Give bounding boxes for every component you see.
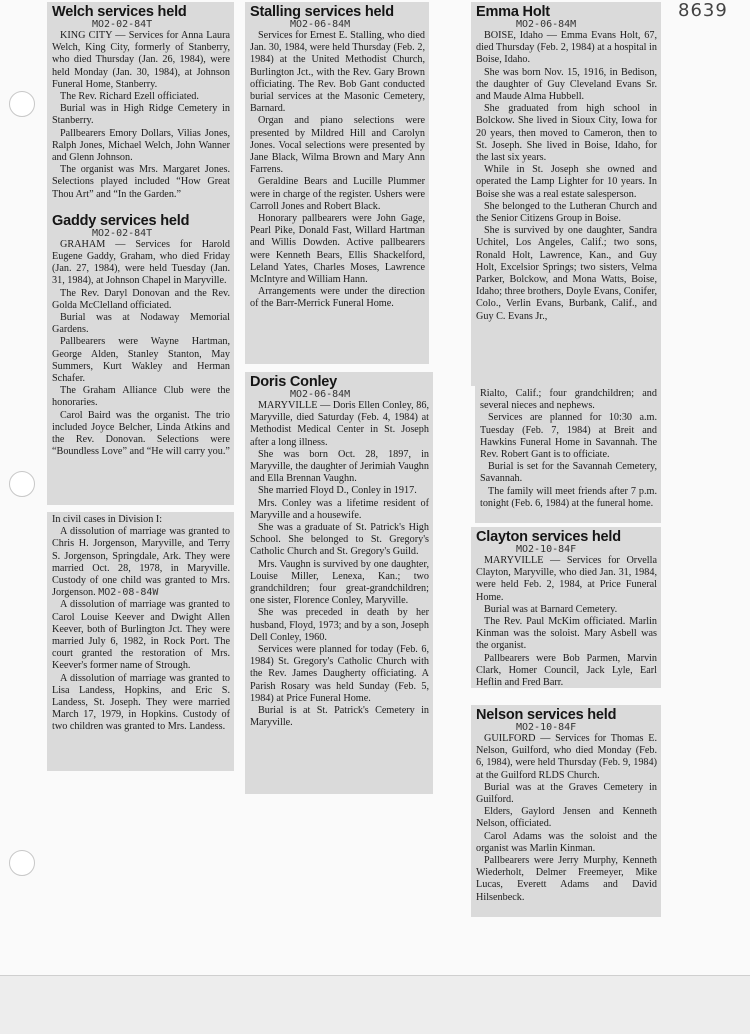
clipping-conley xyxy=(245,372,433,794)
paragraph: Honorary pallbearers were John Gage, Pearl Pike, Donald Fast, Willard Hartman and Willis Dowden. Active pallbearers were Kenneth Bears, Ellis Shackelford, Leland Yates, Charles Moses, Lawrence McIntyre and William Hann. xyxy=(250,213,425,286)
headline-conley: Doris Conley xyxy=(250,374,338,390)
paragraph: Carol Adams was the soloist and the organist was Marlin Kinman. xyxy=(476,830,657,854)
binder-hole xyxy=(9,850,35,876)
handwritten-date: MO2-06-84M xyxy=(290,389,351,400)
paragraph: While in St. Joseph she owned and operated the Lamp Lighter for 10 years. In Boise she was a real estate salesperson. xyxy=(476,164,657,200)
paragraph: The Rev. Daryl Donovan and the Rev. Golda McClelland officiated. xyxy=(52,287,230,311)
paragraph: Pallbearers were Jerry Murphy, Kenneth Wiederholt, Delmer Freemeyer, Mike Lucas, Everett Adams and David Hilsenbeck. xyxy=(476,855,657,903)
paragraph: Rialto, Calif.; four grandchildren; and several nieces and nephews. xyxy=(480,388,657,412)
paragraph: MARYVILLE — Doris Ellen Conley, 86, Maryville, died Saturday (Feb. 4, 1984) at Methodist Medical Center in St. Joseph after a long illness. xyxy=(250,400,429,448)
clipping-civil-cases xyxy=(47,512,234,771)
handwritten-date: MO2-06-84M xyxy=(290,19,351,30)
clipping-nelson xyxy=(471,705,661,917)
paragraph: Burial was at the Graves Cemetery in Guilford. xyxy=(476,781,657,806)
headline-stalling: Stalling services held xyxy=(250,4,394,20)
paragraph: Pallbearers were Wayne Hartman, George Alden, Stanley Stanton, May Summers, Kurt Wakley and Herman Schafer. xyxy=(52,336,230,385)
clipping-clayton xyxy=(471,527,661,688)
paragraph: GRAHAM — Services for Harold Eugene Gaddy, Graham, who died Friday (Jan. 27, 1984), were held Tuesday (Jan. 31, 1984), at Johnson Chapel in Maryville. xyxy=(52,238,230,287)
scanner-bed-margin xyxy=(0,975,750,1034)
handwritten-date: MO2-10-84F xyxy=(516,722,577,733)
paragraph: Organ and piano selections were presented by Mildred Hill and Carolyn Jones. Vocal selections were presented by Jane Black, Wilma Brown and Mary Ann Farrens. xyxy=(250,115,425,176)
handwritten-date: MO2-10-84F xyxy=(516,544,577,555)
headline-gaddy: Gaddy services held xyxy=(52,212,190,229)
binder-hole xyxy=(9,91,35,117)
paragraph: Carol Baird was the organist. The trio included Joyce Belcher, Linda Atkins and the Rev. Donovan. Selections were “Boundless Love” and “He will carry you.” xyxy=(52,409,230,458)
paragraph: GUILFORD — Services for Thomas E. Nelson, Guilford, who died Monday (Feb. 6, 1984), were held Thursday (Feb. 9, 1984) at the Guilford RLDS Church. xyxy=(476,733,657,781)
paragraph: Services are planned for 10:30 a.m. Tuesday (Feb. 7, 1984) at Breit and Hawkins Funeral Home in Savannah. The Rev. Robert Gant is to officiate. xyxy=(480,412,657,461)
handwritten-date: MO2-02-84T xyxy=(92,19,153,30)
paragraph: She graduated from high school in Bolckow. She lived in Sioux City, Iowa for 20 years, then moved to Cameron, then to St. Joseph. She lived in Boise, Idaho, for the last six years. xyxy=(476,103,657,164)
paragraph: Burial was at Barnard Cemetery. xyxy=(484,603,618,615)
paragraph: She belonged to the Lutheran Church and the Senior Citizens Group in Boise. xyxy=(476,200,657,225)
paragraph: A dissolution of marriage was granted to Lisa Landess, Hopkins, and Eric S. Landess, St. Joseph. They were married March 17, 1979, in Hopkins. Custody of two children was granted to Mrs. Landess. xyxy=(52,672,230,733)
paragraph: Elders, Gaylord Jensen and Kenneth Nelson, officiated. xyxy=(476,806,657,830)
paragraph: She is survived by one daughter, Sandra Uchitel, Los Angeles, Calif.; two sons, Ronald Holt, Lawrence, Kan., and Guy Holt, Excelsior Springs; two sisters, Velma Parker, Bolckow, and Mona Watts, Boise, Idaho; three brothers, Doyle Evans, Conifer, Colo., Verlin Evans, Burbank, Calif., and Guy C. Evans Jr., xyxy=(476,225,657,322)
paragraph: Services were planned for today (Feb. 6, 1984) St. Gregory's Catholic Church with the Rev. James Daugherty officiating. A Parish Rosary was held Sunday (Feb. 5, 1984) at Price Funeral Home. xyxy=(250,644,429,704)
clipping-holt xyxy=(471,2,661,386)
paragraph: BOISE, Idaho — Emma Evans Holt, 67, died Thursday (Feb. 2, 1984) at a hospital in Boise, Idaho. xyxy=(476,30,657,66)
handwritten-date: MO2-06-84M xyxy=(516,19,577,30)
handwritten-date: MO2-02-84T xyxy=(92,227,153,239)
paragraph: KING CITY — Services for Anna Laura Welch, King City, formerly of Stanberry, who died Thursday (Jan. 26, 1984), were held Monday (Jan. 30, 1984), at Johnson Funeral Home, Stanberry. xyxy=(52,30,230,90)
paragraph: The organist was Mrs. Margaret Jones. Selections played included “How Great Thou Art” and “In the Garden.” xyxy=(52,164,230,200)
paragraph: Mrs. Conley was a lifetime resident of Maryville and a housewife. xyxy=(250,497,429,521)
paragraph: The Rev. Richard Ezell officiated. xyxy=(60,91,199,103)
paragraph: The Rev. Paul McKim officiated. Marlin Kinman was the soloist. Mary Asbell was the organist. xyxy=(476,616,657,652)
paragraph xyxy=(52,526,230,599)
paragraph: She was preceded in death by her husband, Floyd, 1973; and by a son, Joseph Dell Conley, 1960. xyxy=(250,607,429,643)
paragraph: MARYVILLE — Services for Orvella Clayton, Maryville, who died Jan. 31, 1984, were held Feb. 2, 1984, at Price Funeral Home. xyxy=(476,555,657,603)
page-number: 8639 xyxy=(678,0,728,21)
paragraph: The family will meet friends after 7 p.m. tonight (Feb. 6, 1984) at the funeral home. xyxy=(480,485,657,509)
paragraph: The Graham Alliance Club were the honoraries. xyxy=(52,385,230,409)
paragraph: She was born Oct. 28, 1897, in Maryville, the daughter of Jerimiah Vaughn and Ella Brennan Vaughn. xyxy=(250,448,429,485)
paragraph: Pallbearers Emory Dollars, Vilias Jones, Ralph Jones, Michael Welch, John Wanner and Glenn Johnson. xyxy=(52,127,230,164)
paragraph: Geraldine Bears and Lucille Plummer were in charge of the register. Ushers were Carroll Jones and Robert Black. xyxy=(250,176,425,212)
paragraph: Burial is set for the Savannah Cemetery, Savannah. xyxy=(480,461,657,485)
headline-holt: Emma Holt xyxy=(476,4,550,20)
paragraph: She was born Nov. 15, 1916, in Bedison, the daughter of Guy Cleveland Evans Sr. and Maude Alma Hubbell. xyxy=(476,66,657,103)
headline-clayton: Clayton services held xyxy=(476,529,621,545)
binder-hole xyxy=(9,471,35,497)
paragraph: Burial is at St. Patrick's Cemetery in Maryville. xyxy=(250,705,429,729)
paragraph-text: A dissolution of marriage was granted to Chris H. Jorgenson, Maryville, and Terry S. Jorgenson, Springdale, Ark. They were married Oct. 28, 1978, in Maryville. Custody of one child was granted to Mrs. Jorgenson. xyxy=(52,526,230,599)
headline-nelson: Nelson services held xyxy=(476,707,617,723)
clipping-welch-gaddy xyxy=(47,2,234,505)
paragraph: Mrs. Vaughn is survived by one daughter, Louise Miller, Lenexa, Kan.; two grandchildren; four great-grandchildren; one sister, Florence Conley, Maryville. xyxy=(250,558,429,607)
paragraph: She was a graduate of St. Patrick's High School. She belonged to St. Gregory's Catholic Church and St. Gregory's Guild. xyxy=(250,522,429,558)
paragraph: Burial was at Nodaway Memorial Gardens. xyxy=(52,312,230,336)
paragraph: Arrangements were under the direction of the Barr-Merrick Funeral Home. xyxy=(250,286,425,310)
paragraph: In civil cases in Division I: xyxy=(52,514,163,525)
paragraph: Pallbearers were Bob Parmen, Marvin Clark, Homer Council, Jack Lyle, Earl Heflin and Fred Barr. xyxy=(476,652,657,688)
handwritten-date: MO2-08-84W xyxy=(98,587,159,599)
clipping-stalling xyxy=(245,2,429,364)
paragraph: A dissolution of marriage was granted to Carol Louise Keever and Dwight Allen Keever, both of Burlington Jct. They were married July 6, 1982, in Rock Port. The court granted the restoration of Mrs. Keever's former name of Strough. xyxy=(52,599,230,672)
paragraph: She married Floyd D., Conley in 1917. xyxy=(258,485,417,497)
clipping-holt-continued xyxy=(475,386,661,523)
headline-welch: Welch services held xyxy=(52,4,187,20)
paragraph: Services for Ernest E. Stalling, who died Jan. 30, 1984, were held Thursday (Feb. 2, 1984) at the United Methodist Church, Burlington Jct., with the Rev. Gary Brown officiating. The Rev. Bob Gant conducted burial services at the Masonic Cemetery, Barnard. xyxy=(250,30,425,115)
paragraph: Burial was in High Ridge Cemetery in Stanberry. xyxy=(52,103,230,127)
